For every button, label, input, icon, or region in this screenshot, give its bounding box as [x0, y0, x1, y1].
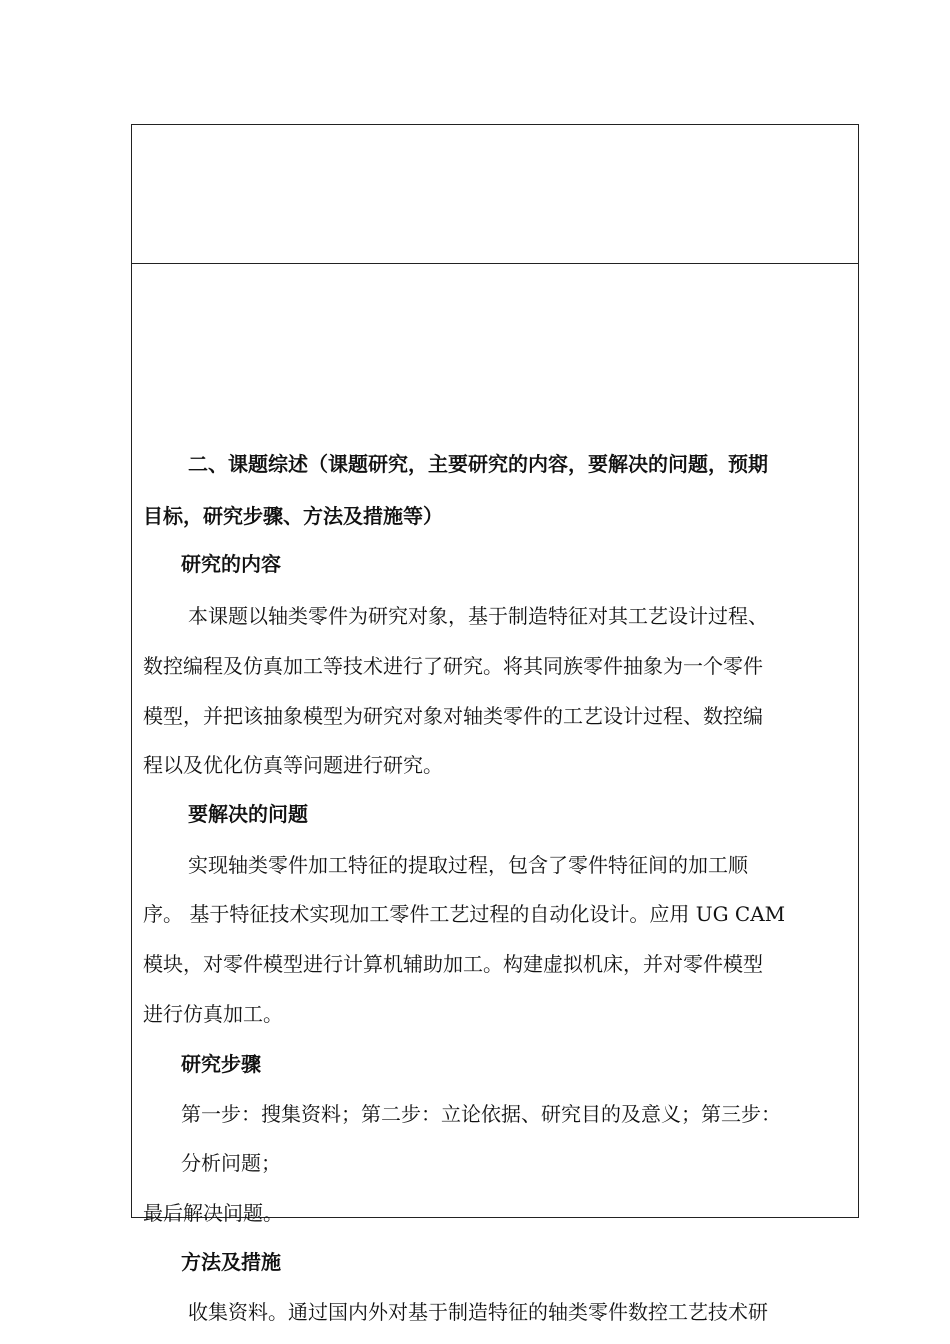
- problems-title: 要解决的问题: [188, 802, 308, 826]
- paragraph-line: 第一步：搜集资料；第二步：立论依据、研究目的及意义；第三步：: [181, 1102, 781, 1126]
- steps-title: 研究步骤: [181, 1052, 261, 1076]
- paragraph-line: 程以及优化仿真等问题进行研究。: [143, 753, 443, 777]
- table-row-empty: [132, 125, 858, 264]
- form-table: [131, 124, 859, 1324]
- paragraph-line: 本课题以轴类零件为研究对象，基于制造特征对其工艺设计过程、: [188, 604, 768, 628]
- paragraph-line: 分析问题；: [181, 1151, 281, 1175]
- paragraph-line: 进行仿真加工。: [143, 1002, 283, 1026]
- paragraph-line: 序。 基于特征技术实现加工零件工艺过程的自动化设计。应用 UG CAM: [143, 902, 786, 926]
- paragraph-line: 收集资料。通过国内外对基于制造特征的轴类零件数控工艺技术研: [188, 1300, 768, 1324]
- paragraph-line: 数控编程及仿真加工等技术进行了研究。将其同族零件抽象为一个零件: [143, 654, 763, 678]
- section-heading-line2: 目标，研究步骤、方法及措施等）: [143, 504, 443, 528]
- section-heading-line1: 二、课题综述（课题研究，主要研究的内容，要解决的问题，预期: [188, 452, 768, 476]
- methods-title: 方法及措施: [181, 1250, 281, 1274]
- paragraph-line: 最后解决问题。: [143, 1201, 283, 1225]
- paragraph-line: 模型，并把该抽象模型为研究对象对轴类零件的工艺设计过程、数控编: [143, 704, 763, 728]
- content-title: 研究的内容: [181, 552, 281, 576]
- paragraph-line: 实现轴类零件加工特征的提取过程，包含了零件特征间的加工顺: [188, 853, 748, 877]
- table-row-overview: [132, 264, 858, 1324]
- paragraph-line: 模块，对零件模型进行计算机辅助加工。构建虚拟机床，并对零件模型: [143, 952, 763, 976]
